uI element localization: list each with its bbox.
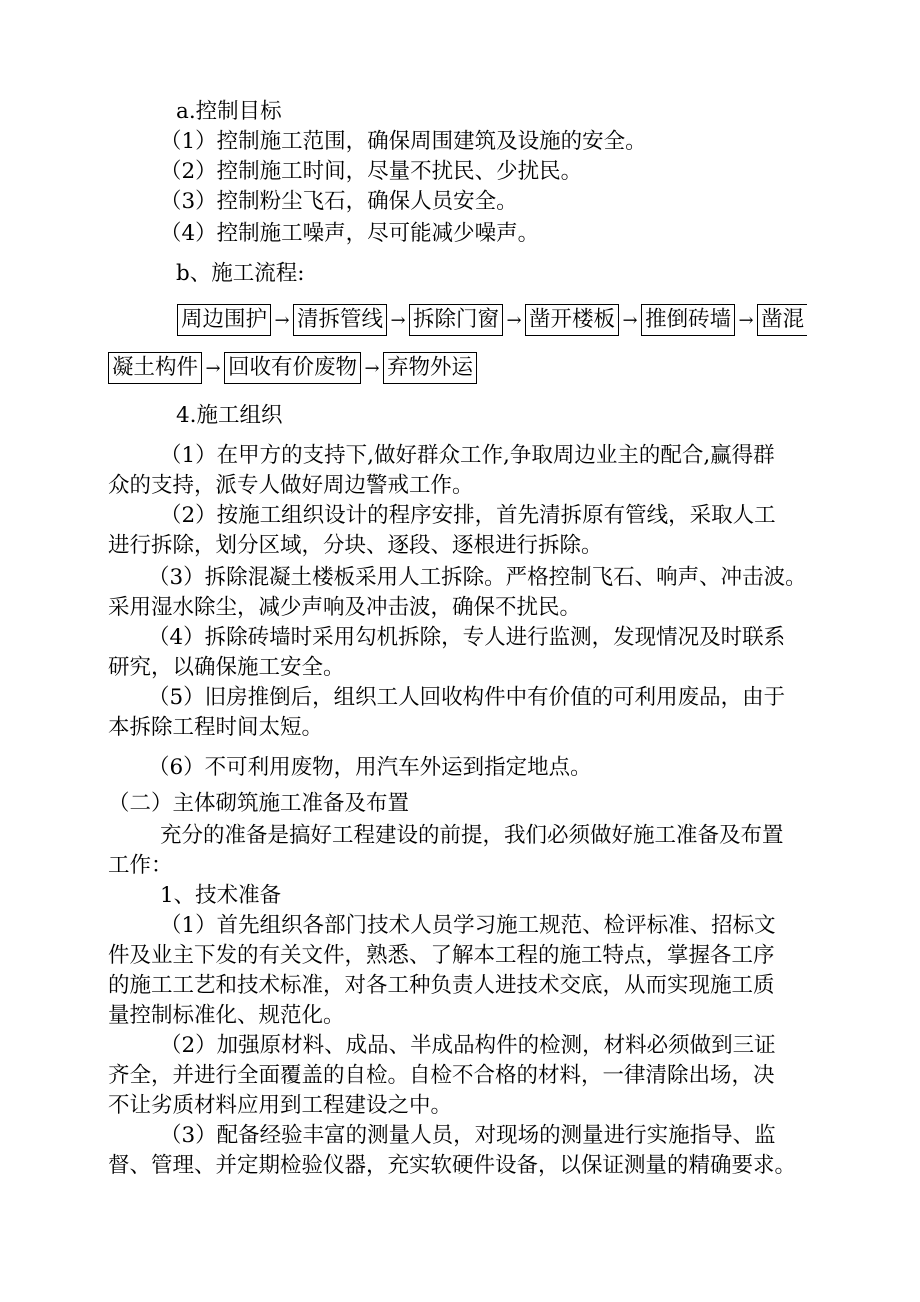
paragraph-line: 齐全，并进行全面覆盖的自检。自检不合格的材料，一律清除出场，决: [108, 1063, 775, 1088]
arrow-right-icon: →: [738, 309, 754, 331]
paragraph-line: 充分的准备是搞好工程建设的前提，我们必须做好施工准备及布置: [160, 823, 784, 848]
paragraph-line: （4）拆除砖墙时采用勾机拆除，专人进行监测，发现情况及时联系: [148, 625, 786, 650]
subsection-title: 1、技术准备: [160, 883, 282, 908]
paragraph-line: 工作：: [108, 853, 173, 878]
flow-step: 凝土构件: [108, 352, 202, 384]
section-4-title: 4.施工组织: [176, 403, 283, 428]
section-a-title: a.控制目标: [176, 99, 282, 124]
paragraph-line: （3）配备经验丰富的测量人员，对现场的测量进行实施指导、监: [160, 1123, 776, 1148]
arrow-right-icon: →: [622, 309, 638, 331]
paragraph-line: 件及业主下发的有关文件，熟悉、了解本工程的施工特点，掌握各工序: [108, 943, 775, 968]
paragraph-line: （6）不可利用废物，用汽车外运到指定地点。: [148, 755, 592, 780]
flow-row-1: [177, 304, 807, 336]
paragraph-line: 众的支持，派专人做好周边警戒工作。: [108, 473, 474, 498]
list-item: （1）控制施工范围，确保周围建筑及设施的安全。: [160, 129, 647, 154]
flow-row-2: [108, 352, 477, 384]
flow-step: 拆除门窗: [409, 304, 503, 336]
flow-step: 凿混: [757, 304, 807, 336]
flow-step: 清拆管线: [293, 304, 387, 336]
paragraph-line: （3）拆除混凝土楼板采用人工拆除。严格控制飞石、响声、冲击波。: [148, 565, 807, 590]
flow-step: 周边围护: [177, 304, 271, 336]
flow-step: 回收有价废物: [224, 352, 361, 384]
arrow-right-icon: →: [390, 309, 406, 331]
paragraph-line: 督、管理、并定期检验仪器，充实软硬件设备，以保证测量的精确要求。: [108, 1153, 797, 1178]
section-b-title: b、施工流程:: [176, 261, 305, 286]
paragraph-line: （1）首先组织各部门技术人员学习施工规范、检评标准、招标文: [160, 913, 776, 938]
flow-step: 推倒砖墙: [641, 304, 735, 336]
arrow-right-icon: →: [506, 309, 522, 331]
paragraph-line: （2）加强原材料、成品、半成品构件的检测，材料必须做到三证: [160, 1033, 776, 1058]
arrow-right-icon: →: [364, 357, 380, 379]
list-item: （2）控制施工时间，尽量不扰民、少扰民。: [160, 159, 583, 184]
flow-step: 弃物外运: [383, 352, 477, 384]
paragraph-line: （5）旧房推倒后，组织工人回收构件中有价值的可利用废品，由于: [148, 685, 786, 710]
arrow-right-icon: →: [274, 309, 290, 331]
paragraph-line: 不让劣质材料应用到工程建设之中。: [108, 1093, 453, 1118]
paragraph-line: （2）按施工组织设计的程序安排，首先清拆原有管线，采取人工: [160, 503, 776, 528]
paragraph-line: 进行拆除，划分区域，分块、逐段、逐根进行拆除。: [108, 533, 603, 558]
list-item: （4）控制施工噪声，尽可能减少噪声。: [160, 221, 540, 246]
section-2-title: （二）主体砌筑施工准备及布置: [108, 791, 410, 816]
list-item: （3）控制粉尘飞石，确保人员安全。: [160, 189, 518, 214]
paragraph-line: 本拆除工程时间太短。: [108, 715, 324, 740]
flow-step: 凿开楼板: [525, 304, 619, 336]
paragraph-line: 量控制标准化、规范化。: [108, 1003, 345, 1028]
paragraph-line: （1）在甲方的支持下,做好群众工作,争取周边业主的配合,赢得群: [160, 443, 775, 468]
paragraph-line: 研究，以确保施工安全。: [108, 655, 345, 680]
arrow-right-icon: →: [205, 357, 221, 379]
paragraph-line: 采用湿水除尘，减少声响及冲击波，确保不扰民。: [108, 595, 582, 620]
paragraph-line: 的施工工艺和技术标准，对各工种负责人进技术交底，从而实现施工质: [108, 973, 775, 998]
